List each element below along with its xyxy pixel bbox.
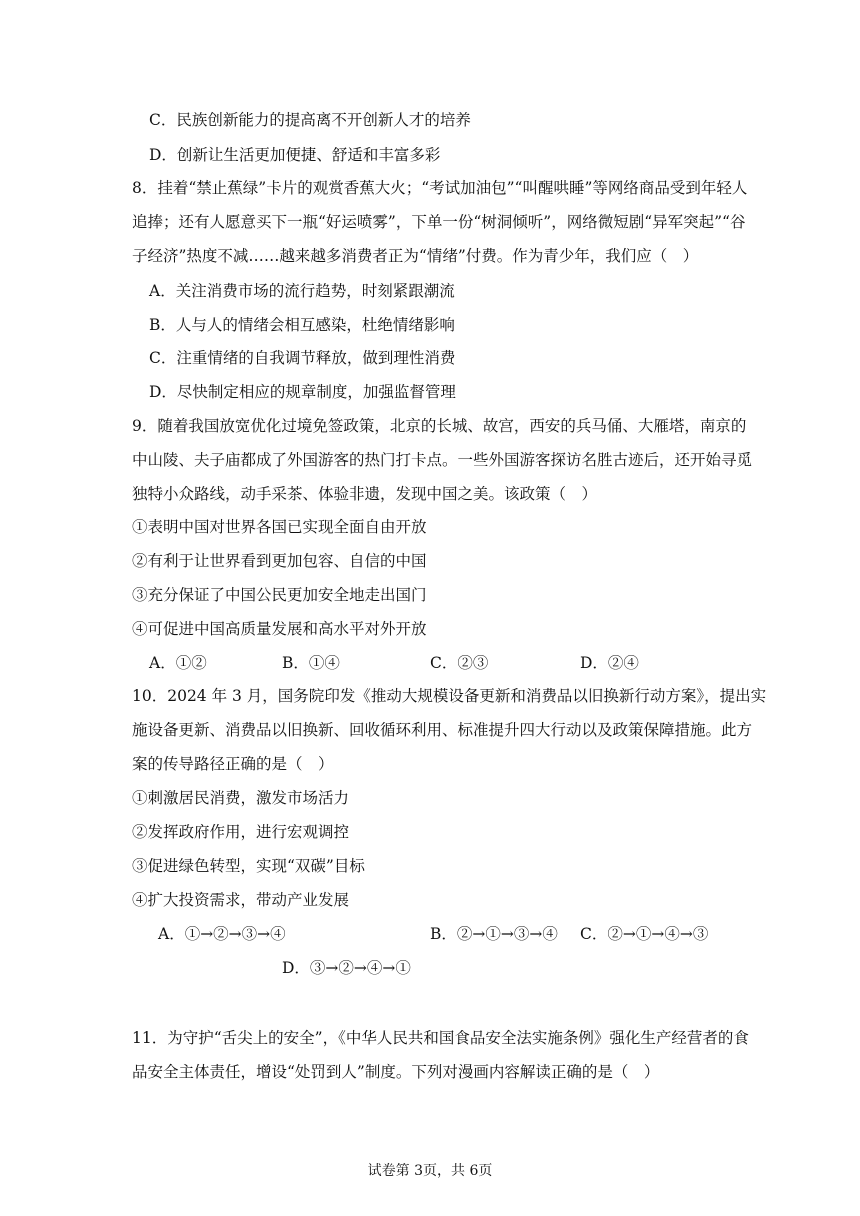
q10-statement-4: ④扩大投资需求，带动产业发展	[132, 891, 350, 909]
q10-stem-line-1: 10．2024 年 3 月，国务院印发《推动大规模设备更新和消费品以旧换新行动方案》，提出实	[132, 687, 767, 705]
q9-option-a: A．①②	[149, 654, 207, 672]
q10-statement-3: ③促进绿色转型，实现“双碳”目标	[132, 857, 365, 875]
q9-option-c: C．②③	[430, 654, 489, 672]
q9-stem-line-1: 9．随着我国放宽优化过境免签政策，北京的长城、故宫，西安的兵马俑、大雁塔，南京的	[132, 417, 747, 435]
q9-option-b: B．①④	[282, 654, 340, 672]
q9-stem-line-2: 中山陵、夫子庙都成了外国游客的热门打卡点。一些外国游客探访名胜古迹后，还开始寻觅	[132, 451, 753, 469]
q10-option-a: A．①→②→③→④	[158, 925, 286, 943]
q10-statement-1: ①刺激居民消费，激发市场活力	[132, 789, 350, 807]
q8-option-c: C．注重情绪的自我调节释放，做到理性消费	[149, 349, 456, 367]
q9-option-d: D．②④	[580, 654, 639, 672]
q10-stem-line-2: 施设备更新、消费品以旧换新、回收循环利用、标准提升四大行动以及政策保障措施。此方	[132, 721, 753, 739]
q9-statement-4: ④可促进中国高质量发展和高水平对外开放	[132, 620, 427, 638]
q8-option-d: D．尽快制定相应的规章制度，加强监督管理	[149, 383, 456, 401]
q8-stem-line-1: 8．挂着“禁止蕉绿”卡片的观赏香蕉大火；“考试加油包”“叫醒哄睡”等网络商品受到年轻人	[132, 179, 748, 197]
q10-option-c: C．②→①→④→③	[580, 925, 709, 943]
q10-option-b: B．②→①→③→④	[430, 925, 558, 943]
q8-stem-line-3: 子经济”热度不减……越来越多消费者正为“情绪”付费。作为青少年，我们应（ ）	[132, 247, 699, 265]
q9-stem-line-3: 独特小众路线，动手采茶、体验非遗，发现中国之美。该政策（ ）	[132, 485, 598, 503]
q7-option-d: D．创新让生活更加便捷、舒适和丰富多彩	[149, 146, 441, 164]
q10-statement-2: ②发挥政府作用，进行宏观调控	[132, 823, 350, 841]
q8-option-b: B．人与人的情绪会相互感染，杜绝情绪影响	[149, 316, 455, 334]
q7-option-c: C．民族创新能力的提高离不开创新人才的培养	[149, 111, 471, 129]
q11-stem-line-2: 品安全主体责任，增设“处罚到人”制度。下列对漫画内容解读正确的是（ ）	[132, 1063, 660, 1081]
q9-statement-1: ①表明中国对世界各国已实现全面自由开放	[132, 518, 427, 536]
q10-stem-line-3: 案的传导路径正确的是（ ）	[132, 755, 334, 773]
q9-options-row	[0, 653, 860, 673]
page-footer: 试卷第 3页，共 6页	[367, 1163, 493, 1179]
q10-options-row-2	[0, 958, 860, 978]
q10-options-row-1	[0, 924, 860, 944]
q8-option-a: A．关注消费市场的流行趋势，时刻紧跟潮流	[149, 282, 455, 300]
q9-statement-3: ③充分保证了中国公民更加安全地走出国门	[132, 586, 427, 604]
q9-statement-2: ②有利于让世界看到更加包容、自信的中国	[132, 552, 427, 570]
q8-stem-line-2: 追捧；还有人愿意买下一瓶“好运喷雾”，下单一份“树洞倾听”，网络微短剧“异军突起”“谷	[132, 213, 746, 231]
q10-option-d: D．③→②→④→①	[282, 959, 411, 977]
q11-stem-line-1: 11．为守护“舌尖上的安全”，《中华人民共和国食品安全法实施条例》强化生产经营者的食	[132, 1029, 749, 1047]
